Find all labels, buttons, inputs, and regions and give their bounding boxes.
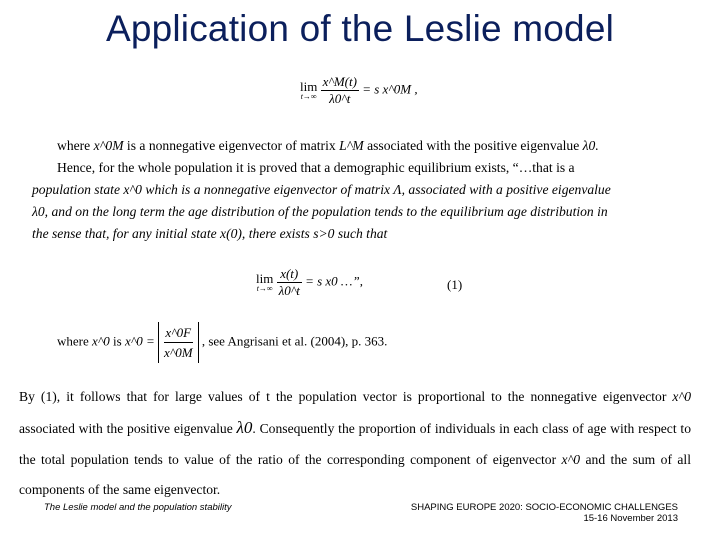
- slide-title: Application of the Leslie model: [105, 8, 615, 49]
- fraction-numerator: x^M(t): [322, 74, 357, 89]
- text-span: is: [113, 333, 122, 349]
- para-line: [32, 135, 688, 157]
- text-span: where: [57, 138, 91, 153]
- math-var: L^M: [339, 138, 364, 153]
- fraction: [321, 74, 359, 107]
- math-var: x^0 =: [124, 333, 155, 349]
- equation-rhs: = s x^0M ,: [362, 81, 418, 97]
- text-span: such that: [337, 226, 388, 241]
- text-span: . Consequently the proportion of individuals in each class of age with respect to the total population tends to value of the ratio of the corresponding component of eigenvector: [19, 420, 691, 467]
- limit-operator: [256, 272, 273, 293]
- text-span: which is a nonnegative eigenvector of matrix Λ, associated with a positive eigenvalue: [145, 182, 611, 197]
- equation-limit-total: [256, 266, 363, 299]
- equation-rhs: = s x0 …”,: [305, 273, 363, 289]
- text-span: population state: [32, 182, 120, 197]
- footer-conference: SHAPING EUROPE 2020: SOCIO-ECONOMIC CHALLENGES: [410, 502, 678, 513]
- footer-date: 15-16 November 2013: [583, 513, 678, 524]
- text-span: associated with the positive eigenvalue: [19, 420, 233, 436]
- math-var: λ0: [236, 417, 253, 437]
- citation-text: , see Angrisani et al. (2004), p. 363.: [201, 333, 388, 349]
- math-var: s>0: [313, 226, 335, 241]
- text-span: and on the long term the age distribution of the population tends to the equilibrium age distribution in: [51, 204, 608, 219]
- text-span: Hence, for the whole population it is proved that a demographic equilibrium exists, “…that is a: [57, 160, 575, 175]
- math-var: x^0: [561, 451, 581, 467]
- math-var: x^0: [123, 182, 142, 197]
- fraction: [277, 266, 302, 299]
- text-span: and the sum of all components of the same eigenvector.: [19, 451, 691, 498]
- text-span: associated with the positive eigenvalue: [367, 138, 580, 153]
- limit-label: lim: [256, 271, 274, 286]
- math-var: x^0: [92, 333, 110, 349]
- para-line: [32, 201, 688, 223]
- vector-top: x^0F: [165, 325, 192, 340]
- math-var: x^0M: [93, 138, 124, 153]
- equation-limit-male: [300, 74, 418, 107]
- text-span: the sense that, for any initial state: [32, 226, 217, 241]
- fraction-denominator: λ0^t: [278, 283, 300, 298]
- fraction-numerator: x(t): [277, 266, 302, 283]
- footer-left-caption: The Leslie model and the population stability: [44, 502, 232, 513]
- text-span: is a nonnegative eigenvector of matrix: [126, 138, 336, 153]
- text-span: By (1), it follows that for large values of t the population vector is proportional to the nonnegative eigenvector: [19, 389, 667, 404]
- vector-bottom: x^0M: [164, 342, 193, 362]
- math-var: x(0),: [220, 226, 246, 241]
- para-line: [32, 157, 688, 179]
- math-var: λ0,: [32, 204, 49, 219]
- equation-number: (1): [447, 277, 463, 292]
- fraction-denominator: λ0^t: [329, 91, 351, 106]
- math-var: λ0.: [582, 138, 599, 153]
- equation-vector-definition: [57, 322, 387, 363]
- para-line: [32, 223, 688, 245]
- text-span: there exists: [248, 226, 310, 241]
- limit-subscript: t→∞: [300, 92, 317, 101]
- footer-right-caption: [411, 502, 678, 524]
- text-span: where: [57, 333, 89, 349]
- limit-operator: [300, 80, 317, 101]
- para-line: [32, 179, 688, 201]
- paragraph-equilibrium: [32, 135, 688, 245]
- column-vector: [158, 322, 199, 363]
- limit-subscript: t→∞: [256, 284, 273, 293]
- limit-label: lim: [300, 79, 318, 94]
- paragraph-conclusion: [19, 382, 691, 506]
- math-var: x^0: [672, 389, 691, 404]
